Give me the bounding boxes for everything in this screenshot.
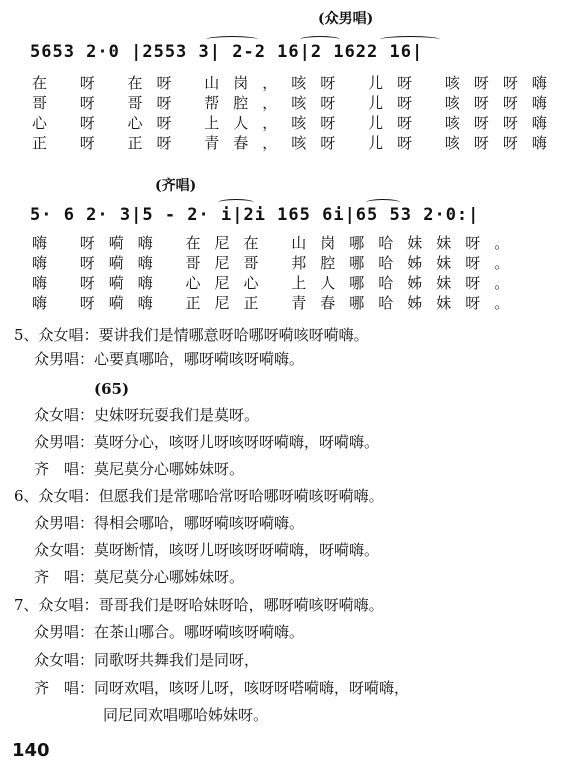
singer-label: 众男唱 bbox=[34, 433, 80, 451]
sung-text: 得相会哪哈，哪呀嗬咳呀嗬嗨。 bbox=[94, 514, 305, 532]
dialogue-line: 6、众女唱：但愿我们是常哪哈常呀哈哪呀嗬咳呀嗬嗨。 bbox=[14, 487, 384, 505]
singer-label: 齐 唱 bbox=[34, 568, 80, 586]
slur-mark bbox=[300, 36, 340, 43]
dialogue-line: 5、众女唱：要讲我们是情哪意呀哈哪呀嗬咳呀嗬嗨。 bbox=[14, 326, 369, 344]
singer-label: 众男唱 bbox=[34, 350, 80, 368]
meter-marker: (65) bbox=[94, 380, 130, 398]
slur-mark bbox=[218, 199, 254, 206]
singer-label: 众男唱 bbox=[34, 623, 80, 641]
sung-text: 心要真哪哈，哪呀嗬咳呀嗬嗨。 bbox=[94, 350, 305, 368]
singer-label: 众女唱 bbox=[34, 651, 80, 669]
singer-label: 众女唱 bbox=[38, 487, 84, 505]
sung-text: 莫呀分心，咳呀儿呀咳呀呀嗬嗨，呀嗬嗨。 bbox=[94, 433, 380, 451]
dialogue-line: 众女唱：同歌呀共舞我们是同呀， bbox=[34, 651, 260, 669]
row2-lyrics-line-2: 嗨 呀嗬嗨 哥尼哥 邦腔哪哈姊妹呀。 bbox=[32, 254, 524, 272]
row2-notation: 5· 6 2· 3|5 - 2· i|2i 165 6i|65 53 2·0:| bbox=[30, 205, 480, 225]
singer-label: 众女唱 bbox=[38, 326, 84, 344]
slur-mark bbox=[366, 199, 400, 206]
singer-label: 众女唱 bbox=[34, 541, 80, 559]
row2-lyrics-line-4: 嗨 呀嗬嗨 正尼正 青春哪哈姊妹呀。 bbox=[32, 294, 524, 312]
dialogue-line: 齐 唱：同呀欢唱，咳呀儿呀，咳呀呀嗒嗬嗨，呀嗬嗨， bbox=[34, 679, 410, 697]
slur-mark bbox=[380, 36, 440, 43]
sung-text: 哥哥我们是呀哈妹呀哈，哪呀嗬咳呀嗬嗨。 bbox=[98, 596, 384, 614]
singer-label: 众女唱 bbox=[38, 596, 84, 614]
verse-number: 6、 bbox=[14, 487, 39, 505]
dialogue-line: 众女唱：史妹呀玩耍我们是莫呀。 bbox=[34, 406, 260, 424]
sung-text: 但愿我们是常哪哈常呀哈哪呀嗬咳呀嗬嗨。 bbox=[98, 487, 384, 505]
row1-lyrics-line-1: 在 呀 在呀 山岗，咳呀 儿呀 咳呀呀嗨 bbox=[32, 74, 561, 92]
row1-lyrics-line-2: 哥 呀 哥呀 帮腔，咳呀 儿呀 咳呀呀嗨 bbox=[32, 94, 561, 112]
dialogue-line: 齐 唱：莫尼莫分心哪姊妹呀。 bbox=[34, 460, 245, 478]
row2-lyrics-line-1: 嗨 呀嗬嗨 在尼在 山岗哪哈妹妹呀。 bbox=[32, 234, 524, 252]
sung-text: 莫尼莫分心哪姊妹呀。 bbox=[94, 568, 245, 586]
dialogue-line: 齐 唱：莫尼莫分心哪姊妹呀。 bbox=[34, 568, 245, 586]
dialogue-line: 众男唱：在茶山哪合。哪呀嗬咳呀嗬嗨。 bbox=[34, 623, 305, 641]
singer-label: 众女唱 bbox=[34, 406, 80, 424]
dialogue-line: 众男唱：莫呀分心，咳呀儿呀咳呀呀嗬嗨，呀嗬嗨。 bbox=[34, 433, 380, 451]
singer-label: 齐 唱 bbox=[34, 460, 80, 478]
sung-text: 要讲我们是情哪意呀哈哪呀嗬咳呀嗬嗨。 bbox=[98, 326, 369, 344]
row1-lyrics-line-4: 正 呀 正呀 青春，咳呀 儿呀 咳呀呀嗨 bbox=[32, 134, 561, 152]
dialogue-line: 众男唱：得相会哪哈，哪呀嗬咳呀嗬嗨。 bbox=[34, 514, 305, 532]
dialogue-continuation: 同尼同欢唱哪哈姊妹呀。 bbox=[103, 706, 269, 724]
sung-text: 史妹呀玩耍我们是莫呀。 bbox=[94, 406, 260, 424]
row1-section-label: (众男唱) bbox=[318, 11, 374, 27]
row1-notation: 5653 2·0 |2553 3| 2-2 16|2 1622 16| bbox=[30, 42, 424, 62]
slur-mark bbox=[206, 36, 258, 43]
row2-lyrics-line-3: 嗨 呀嗬嗨 心尼心 上人哪哈姊妹呀。 bbox=[32, 274, 524, 292]
sung-text: 同呀欢唱，咳呀儿呀，咳呀呀嗒嗬嗨，呀嗬嗨， bbox=[94, 679, 410, 697]
row2-section-label: (齐唱) bbox=[155, 178, 197, 194]
page-number: 140 bbox=[12, 740, 50, 761]
verse-number: 7、 bbox=[14, 596, 39, 614]
verse-number: 5、 bbox=[14, 326, 39, 344]
row1-lyrics-line-3: 心 呀 心呀 上人，咳呀 儿呀 咳呀呀嗨 bbox=[32, 114, 561, 132]
sung-text: 莫呀断情，咳呀儿呀咳呀呀嗬嗨，呀嗬嗨。 bbox=[94, 541, 380, 559]
dialogue-line: 众男唱：心要真哪哈，哪呀嗬咳呀嗬嗨。 bbox=[34, 350, 305, 368]
dialogue-line: 众女唱：莫呀断情，咳呀儿呀咳呀呀嗬嗨，呀嗬嗨。 bbox=[34, 541, 380, 559]
sung-text: 同歌呀共舞我们是同呀， bbox=[94, 651, 260, 669]
dialogue-line: 7、众女唱：哥哥我们是呀哈妹呀哈，哪呀嗬咳呀嗬嗨。 bbox=[14, 596, 384, 614]
singer-label: 齐 唱 bbox=[34, 679, 80, 697]
sung-text: 莫尼莫分心哪姊妹呀。 bbox=[94, 460, 245, 478]
sung-text: 在茶山哪合。哪呀嗬咳呀嗬嗨。 bbox=[94, 623, 305, 641]
singer-label: 众男唱 bbox=[34, 514, 80, 532]
